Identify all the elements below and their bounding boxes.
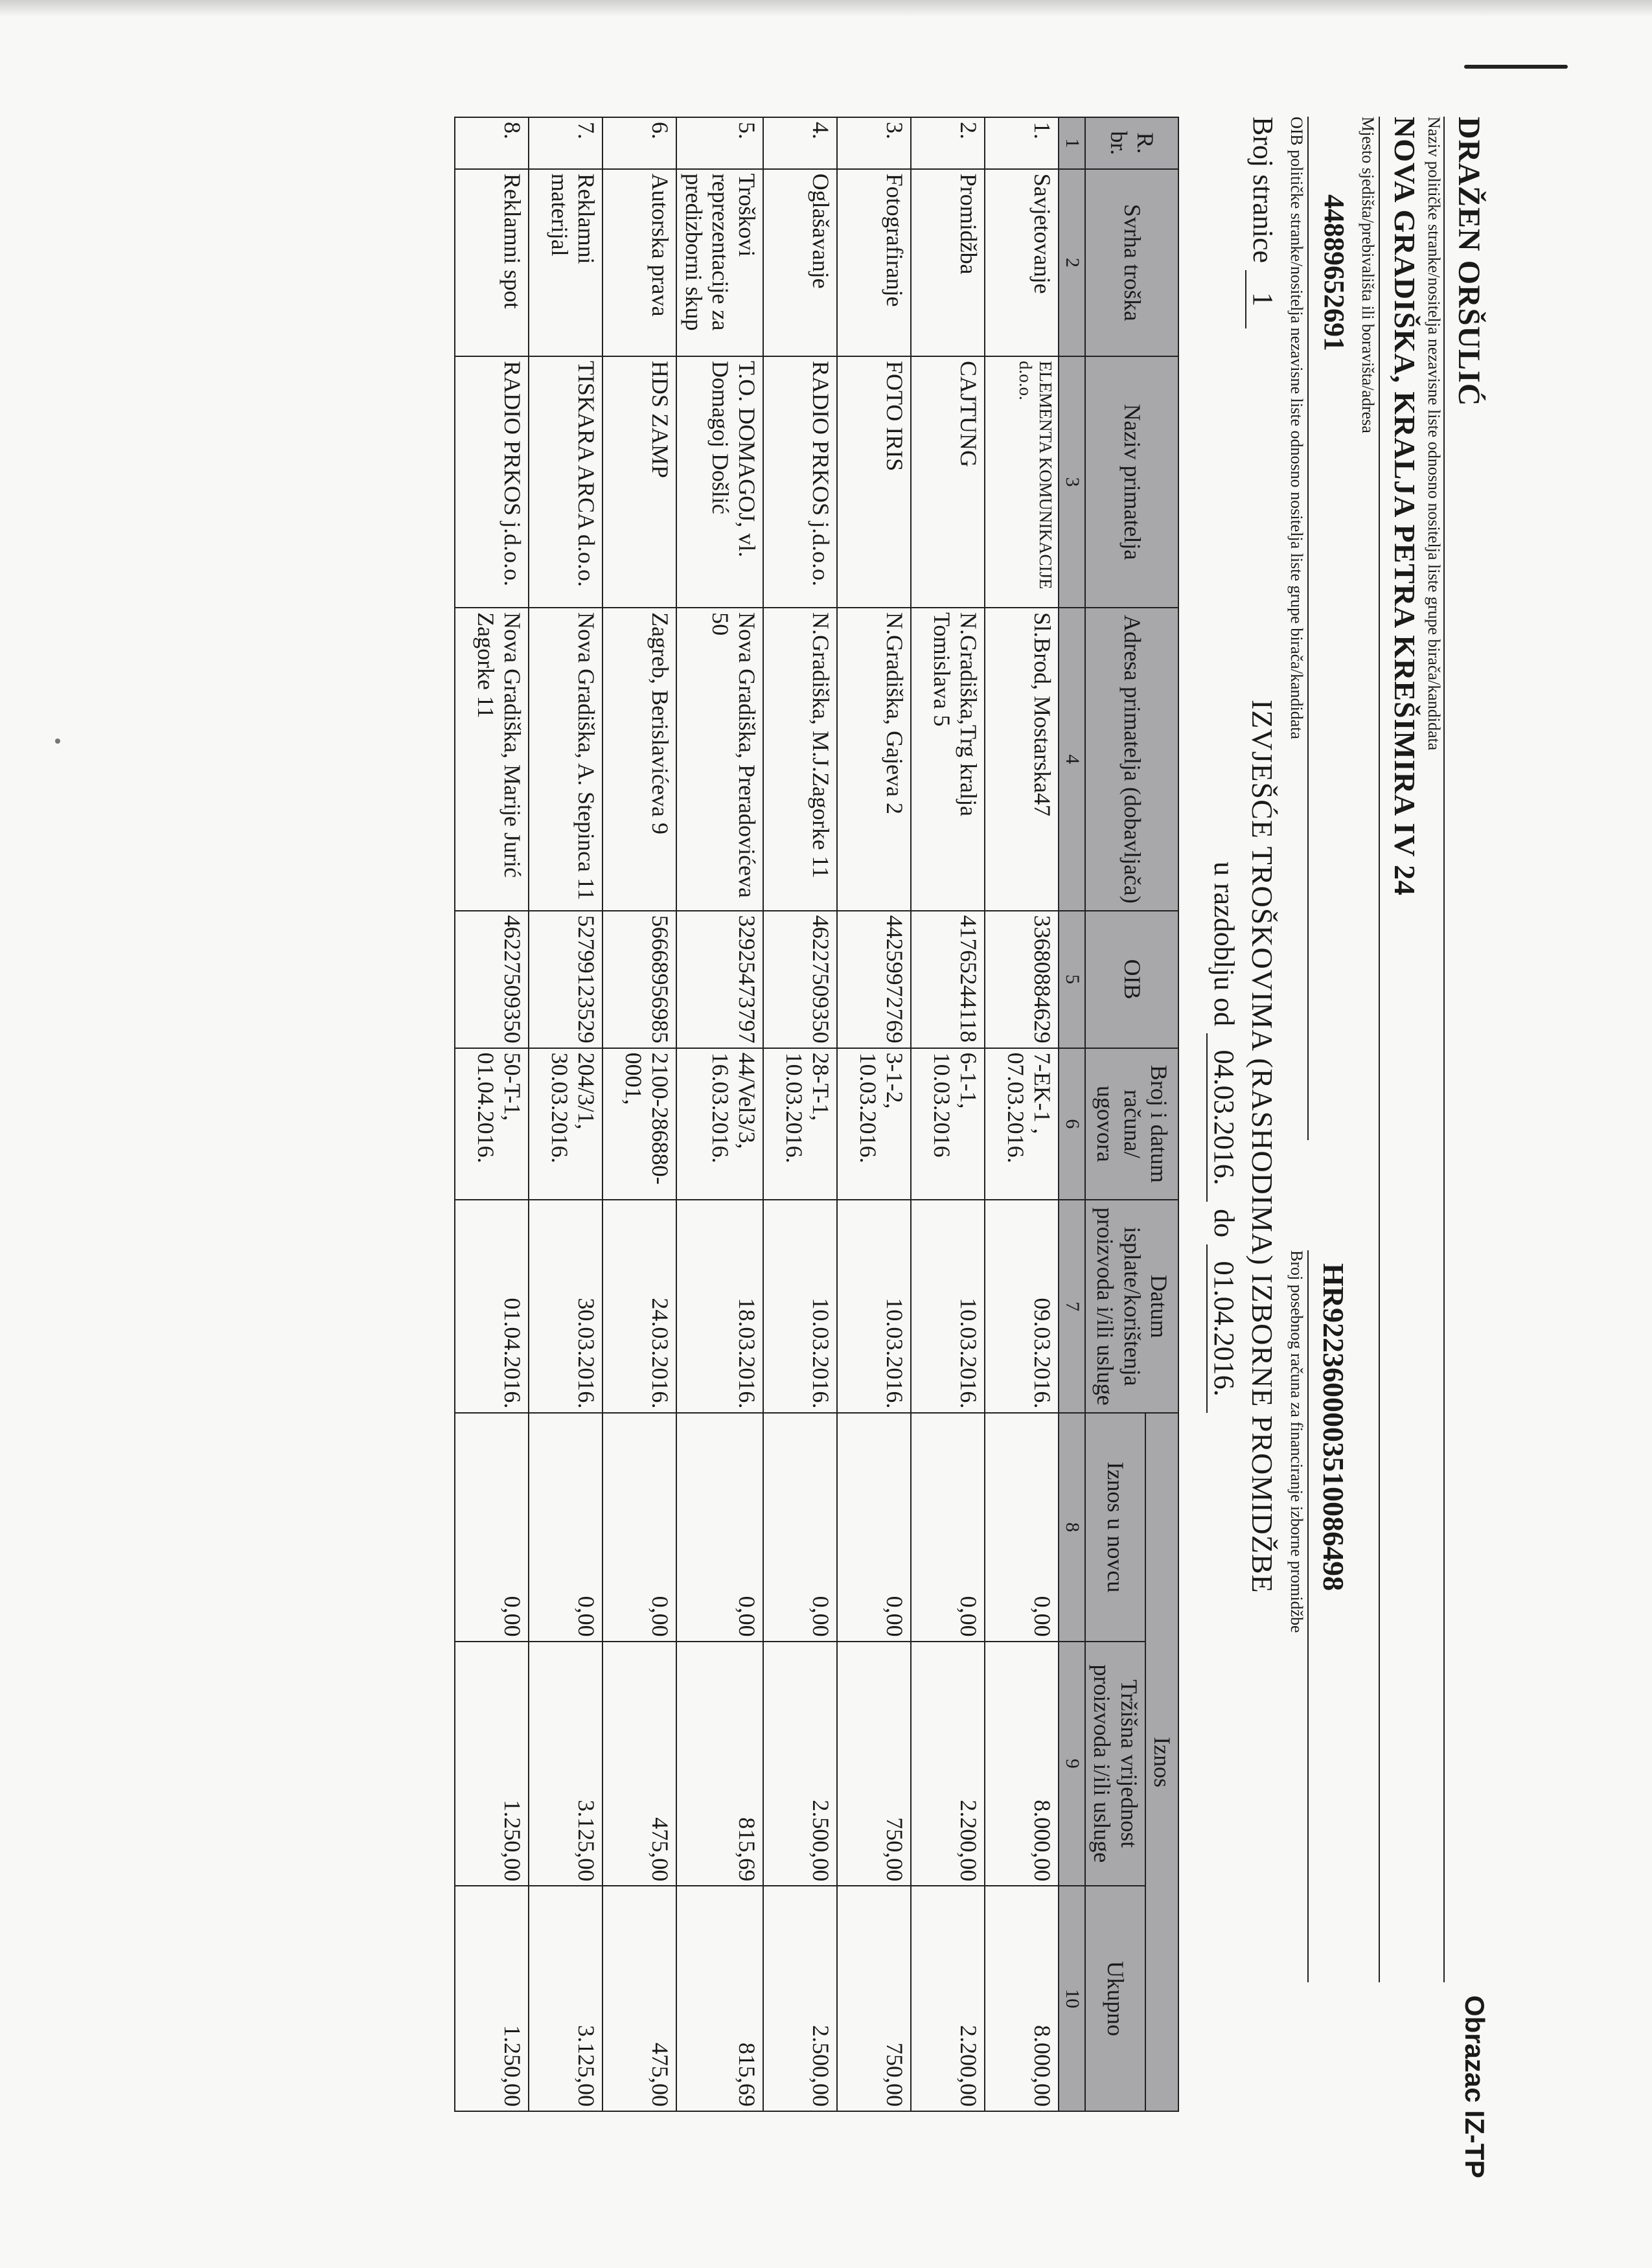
cell-broj: 44/Vel3/3, 16.03.2016. xyxy=(676,1048,763,1200)
col-header-novac: Iznos u novcu xyxy=(1085,1413,1145,1641)
cell-broj: 3-1-2, 10.03.2016. xyxy=(837,1048,911,1200)
cell-adresa: N.Gradiška, M.J.Zagorke 11 xyxy=(763,608,837,911)
cell-rb: 1. xyxy=(985,117,1059,169)
account-underline xyxy=(1307,1250,1309,1982)
cell-oib: 46227509350 xyxy=(455,911,529,1048)
col-header-rb: R. br. xyxy=(1085,117,1178,169)
period-to: 01.04.2016. xyxy=(1206,1244,1241,1413)
col-header-oib: OIB xyxy=(1085,911,1178,1048)
cell-trzisna: 8.000,00 xyxy=(985,1642,1059,1886)
column-number: 10 xyxy=(1059,1886,1085,2111)
cell-datum: 10.03.2016. xyxy=(911,1200,985,1413)
column-number: 6 xyxy=(1059,1048,1085,1200)
cell-svrha: Fotografiranje xyxy=(837,169,911,356)
address-caption: Mjesto sjedišta/prebivališta ili boravišta/adresa xyxy=(1359,117,1377,433)
cell-ukupno: 2.200,00 xyxy=(911,1886,985,2111)
scan-top-edge xyxy=(0,0,1652,17)
cell-rb: 6. xyxy=(602,117,676,169)
cell-broj: 7-EK-1 , 07.03.2016. xyxy=(985,1048,1059,1200)
name-caption: Naziv političke stranke/nositelja nezavisne liste odnosno nositelja liste grupe birača/kandidata xyxy=(1425,117,1443,751)
oib-underline xyxy=(1307,117,1309,1140)
table-row xyxy=(676,117,763,2111)
col-header-broj: Broj i datum računa/ ugovora xyxy=(1085,1048,1178,1200)
cell-trzisna: 3.125,00 xyxy=(529,1642,602,1886)
cell-naziv: ELEMENTA KOMUNIKACIJE d.o.o. xyxy=(985,356,1059,608)
column-number: 4 xyxy=(1059,608,1085,911)
cell-oib: 44259972769 xyxy=(837,911,911,1048)
document-sheet xyxy=(32,117,1503,2216)
report-title: IZVJEŠĆE TROŠKOVIMA (RASHODIMA) IZBORNE PROMIDŽBE xyxy=(1246,700,1279,1594)
column-number: 3 xyxy=(1059,356,1085,608)
cell-naziv: FOTO IRIS xyxy=(837,356,911,608)
form-code: Obrazac IZ-TP xyxy=(1460,1995,1490,2179)
cell-novac: 0,00 xyxy=(911,1413,985,1641)
name-underline xyxy=(1443,117,1445,1982)
cell-oib: 33680884629 xyxy=(985,911,1059,1048)
cell-rb: 4. xyxy=(763,117,837,169)
cell-oib: 32925473797 xyxy=(676,911,763,1048)
column-number: 7 xyxy=(1059,1200,1085,1413)
party-oib: 44889652691 xyxy=(1318,194,1350,351)
cell-trzisna: 2.500,00 xyxy=(763,1642,837,1886)
cell-rb: 7. xyxy=(529,117,602,169)
cell-svrha: Savjetovanje xyxy=(985,169,1059,356)
table-row xyxy=(911,117,985,2111)
col-header-trzisna: Tržišna vrijednost proizvoda i/ili usluge xyxy=(1085,1642,1145,1886)
cell-naziv: HDS ZAMP xyxy=(602,356,676,608)
cell-broj: 2100-286880-0001, xyxy=(602,1048,676,1200)
cell-naziv: CAJTUNG xyxy=(911,356,985,608)
table-row xyxy=(529,117,602,2111)
cell-svrha: Reklamni materijal xyxy=(529,169,602,356)
cell-ukupno: 8.000,00 xyxy=(985,1886,1059,2111)
report-period xyxy=(1206,862,1241,1413)
cell-broj: 50-T-1, 01.04.2016. xyxy=(455,1048,529,1200)
cell-novac: 0,00 xyxy=(529,1413,602,1641)
table-row xyxy=(455,117,529,2111)
scan-mark xyxy=(1464,65,1568,69)
cell-trzisna: 815,69 xyxy=(676,1642,763,1886)
cell-datum: 10.03.2016. xyxy=(837,1200,911,1413)
cell-oib: 52799123529 xyxy=(529,911,602,1048)
cell-novac: 0,00 xyxy=(602,1413,676,1641)
table-row xyxy=(837,117,911,2111)
col-header-iznos: Iznos xyxy=(1145,1413,1178,2111)
cell-datum: 01.04.2016. xyxy=(455,1200,529,1413)
period-from: 04.03.2016. xyxy=(1206,1033,1241,1202)
cell-adresa: Nova Gradiška, Marije Jurić Zagorke 11 xyxy=(455,608,529,911)
cell-adresa: Nova Gradiška, Preradovićeva 50 xyxy=(676,608,763,911)
oib-caption: OIB političke stranke/nositelja nezavisne liste odnosno nositelja liste grupe birača/kandidata xyxy=(1287,117,1306,740)
col-header-svrha: Svrha troška xyxy=(1085,169,1178,356)
address-underline xyxy=(1379,117,1380,1982)
cell-ukupno: 2.500,00 xyxy=(763,1886,837,2111)
cell-rb: 2. xyxy=(911,117,985,169)
party-address: NOVA GRADIŠKA, KRALJA PETRA KREŠIMIRA IV 24 xyxy=(1388,117,1421,897)
table-row xyxy=(602,117,676,2111)
column-number-row xyxy=(1059,117,1085,2111)
cell-datum: 18.03.2016. xyxy=(676,1200,763,1413)
cell-novac: 0,00 xyxy=(763,1413,837,1641)
cell-naziv: RADIO PRKOS j.d.o.o. xyxy=(455,356,529,608)
cell-ukupno: 750,00 xyxy=(837,1886,911,2111)
cell-ukupno: 475,00 xyxy=(602,1886,676,2111)
col-header-naziv: Naziv primatelja xyxy=(1085,356,1178,608)
cell-datum: 30.03.2016. xyxy=(529,1200,602,1413)
column-number: 9 xyxy=(1059,1642,1085,1886)
column-number: 8 xyxy=(1059,1413,1085,1641)
cell-datum: 24.03.2016. xyxy=(602,1200,676,1413)
cell-adresa: Zagreb, Berislavićeva 9 xyxy=(602,608,676,911)
party-name: DRAŽEN ORŠULIĆ xyxy=(1452,117,1486,407)
cell-novac: 0,00 xyxy=(676,1413,763,1641)
cell-broj: 204/3/1, 30.03.2016. xyxy=(529,1048,602,1200)
cell-trzisna: 2.200,00 xyxy=(911,1642,985,1886)
cell-broj: 6-1-1, 10.03.2016 xyxy=(911,1048,985,1200)
cell-ukupno: 815,69 xyxy=(676,1886,763,2111)
cell-adresa: Nova Gradiška, A. Stepinca 11 xyxy=(529,608,602,911)
cell-ukupno: 1.250,00 xyxy=(455,1886,529,2111)
cell-svrha: Promidžba xyxy=(911,169,985,356)
column-number: 5 xyxy=(1059,911,1085,1048)
cell-oib: 56668956985 xyxy=(602,911,676,1048)
expense-table xyxy=(454,117,1179,2112)
cell-rb: 8. xyxy=(455,117,529,169)
cell-svrha: Troškovi reprezentacije za predizborni skup xyxy=(676,169,763,356)
cell-svrha: Reklamni spot xyxy=(455,169,529,356)
page-label: Broj stranice xyxy=(1247,117,1279,264)
cell-rb: 5. xyxy=(676,117,763,169)
cell-svrha: Autorska prava xyxy=(602,169,676,356)
cell-trzisna: 475,00 xyxy=(602,1642,676,1886)
cell-ukupno: 3.125,00 xyxy=(529,1886,602,2111)
page-number-line xyxy=(1245,117,1279,328)
account-number: HR9223600003510086498 xyxy=(1317,1263,1350,1591)
cell-novac: 0,00 xyxy=(455,1413,529,1641)
cell-oib: 46227509350 xyxy=(763,911,837,1048)
cell-trzisna: 1.250,00 xyxy=(455,1642,529,1886)
cell-novac: 0,00 xyxy=(985,1413,1059,1641)
col-header-datum: Datum isplate/korištenja proizvoda i/ili usluge xyxy=(1085,1200,1178,1413)
cell-oib: 41765244118 xyxy=(911,911,985,1048)
col-header-ukupno: Ukupno xyxy=(1085,1886,1145,2111)
cell-naziv: TISKARA ARCA d.o.o. xyxy=(529,356,602,608)
table-row xyxy=(763,117,837,2111)
cell-broj: 28-T-1, 10.03.2016. xyxy=(763,1048,837,1200)
account-caption: Broj posebnog računa za financiranje izborne promidžbe xyxy=(1287,1250,1306,1633)
table-row xyxy=(985,117,1059,2111)
cell-datum: 10.03.2016. xyxy=(763,1200,837,1413)
cell-adresa: Sl.Brod, Mostarska47 xyxy=(985,608,1059,911)
period-mid: do xyxy=(1208,1209,1240,1238)
cell-trzisna: 750,00 xyxy=(837,1642,911,1886)
cell-adresa: N.Gradiška, Gajeva 2 xyxy=(837,608,911,911)
cell-rb: 3. xyxy=(837,117,911,169)
cell-novac: 0,00 xyxy=(837,1413,911,1641)
page-number: 1 xyxy=(1245,270,1279,328)
cell-naziv: RADIO PRKOS j.d.o.o. xyxy=(763,356,837,608)
cell-naziv: T.O. DOMAGOJ, vl. Domagoj Došlić xyxy=(676,356,763,608)
period-prefix: u razdoblju od xyxy=(1208,862,1240,1027)
cell-datum: 09.03.2016. xyxy=(985,1200,1059,1413)
cell-adresa: N.Gradiška,Trg kralja Tomislava 5 xyxy=(911,608,985,911)
column-number: 2 xyxy=(1059,169,1085,356)
cell-svrha: Oglašavanje xyxy=(763,169,837,356)
column-number: 1 xyxy=(1059,117,1085,169)
col-header-adresa: Adresa primatelja (dobavljača) xyxy=(1085,608,1178,911)
